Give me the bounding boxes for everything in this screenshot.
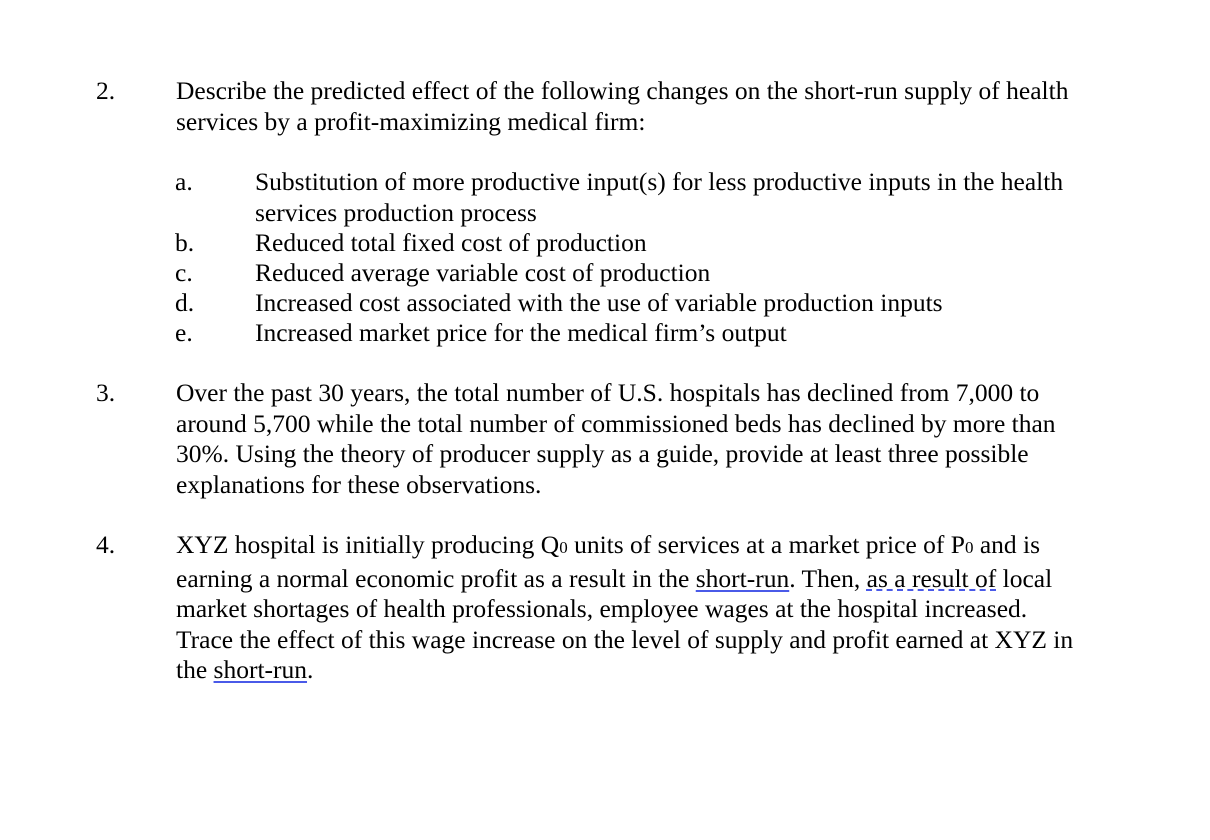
question-line: services by a profit-maximizing medical firm:: [176, 106, 646, 136]
item-line: services production process: [255, 197, 537, 227]
grammar-underline-short-run[interactable]: short-run: [213, 655, 308, 684]
question-line: explanations for these observations.: [176, 469, 542, 499]
text-run: . Then,: [789, 563, 867, 593]
item-line: Reduced total fixed cost of production: [255, 228, 647, 257]
question-line: [176, 564, 1176, 595]
item-text: [255, 318, 1155, 349]
question-line: Trace the effect of this wage increase on the level of supply and profit earned at XYZ in: [176, 624, 1074, 654]
item-line: Substitution of more productive input(s) for less productive inputs in the health: [255, 167, 1064, 196]
item-label: a.: [175, 167, 193, 196]
text-run: the: [176, 655, 214, 684]
text-run: and is: [973, 530, 1041, 559]
question-number: 2.: [96, 76, 116, 105]
item-text: [255, 228, 1155, 259]
grammar-underline-as-a-result-of[interactable]: as a result of: [866, 563, 997, 593]
text-run: units of services at a market price of P: [567, 530, 965, 559]
question-line: Over the past 30 years, the total number of U.S. hospitals has declined from 7,000 to: [176, 378, 1040, 407]
text-run: earning a normal economic profit as a result in the: [176, 563, 696, 593]
subscript: 0: [964, 538, 974, 557]
question-number: 4.: [96, 530, 116, 559]
text-run: .: [307, 655, 314, 684]
question-line: 30%. Using the theory of producer supply as a guide, provide at least three possible: [176, 439, 1029, 468]
question-text: [176, 378, 1176, 500]
item-label: e.: [175, 318, 193, 347]
item-text: [255, 167, 1155, 228]
question-line: [176, 530, 1176, 564]
question-line: Describe the predicted effect of the following changes on the short-run supply of health: [176, 76, 1069, 105]
item-text: [255, 258, 1155, 289]
item-line: Increased cost associated with the use of variable production inputs: [255, 288, 943, 317]
item-label: b.: [175, 228, 195, 257]
grammar-underline-short-run[interactable]: short-run: [695, 563, 790, 593]
question-number: 3.: [96, 378, 116, 407]
text-run: XYZ hospital is initially producing Q: [176, 530, 560, 559]
question-text: [176, 76, 1176, 137]
item-line: Reduced average variable cost of production: [255, 258, 711, 287]
question-line: around 5,700 while the total number of commissioned beds has declined by more than: [176, 408, 1056, 438]
item-text: [255, 288, 1155, 319]
item-label: c.: [175, 258, 193, 287]
item-label: d.: [175, 288, 195, 317]
question-line: [176, 655, 1176, 686]
question-text: [176, 530, 1176, 686]
text-run: local: [996, 563, 1053, 593]
question-line: market shortages of health professionals, employee wages at the hospital increased.: [176, 594, 1028, 623]
item-line: Increased market price for the medical firm’s output: [255, 318, 787, 347]
subscript: 0: [559, 538, 568, 557]
